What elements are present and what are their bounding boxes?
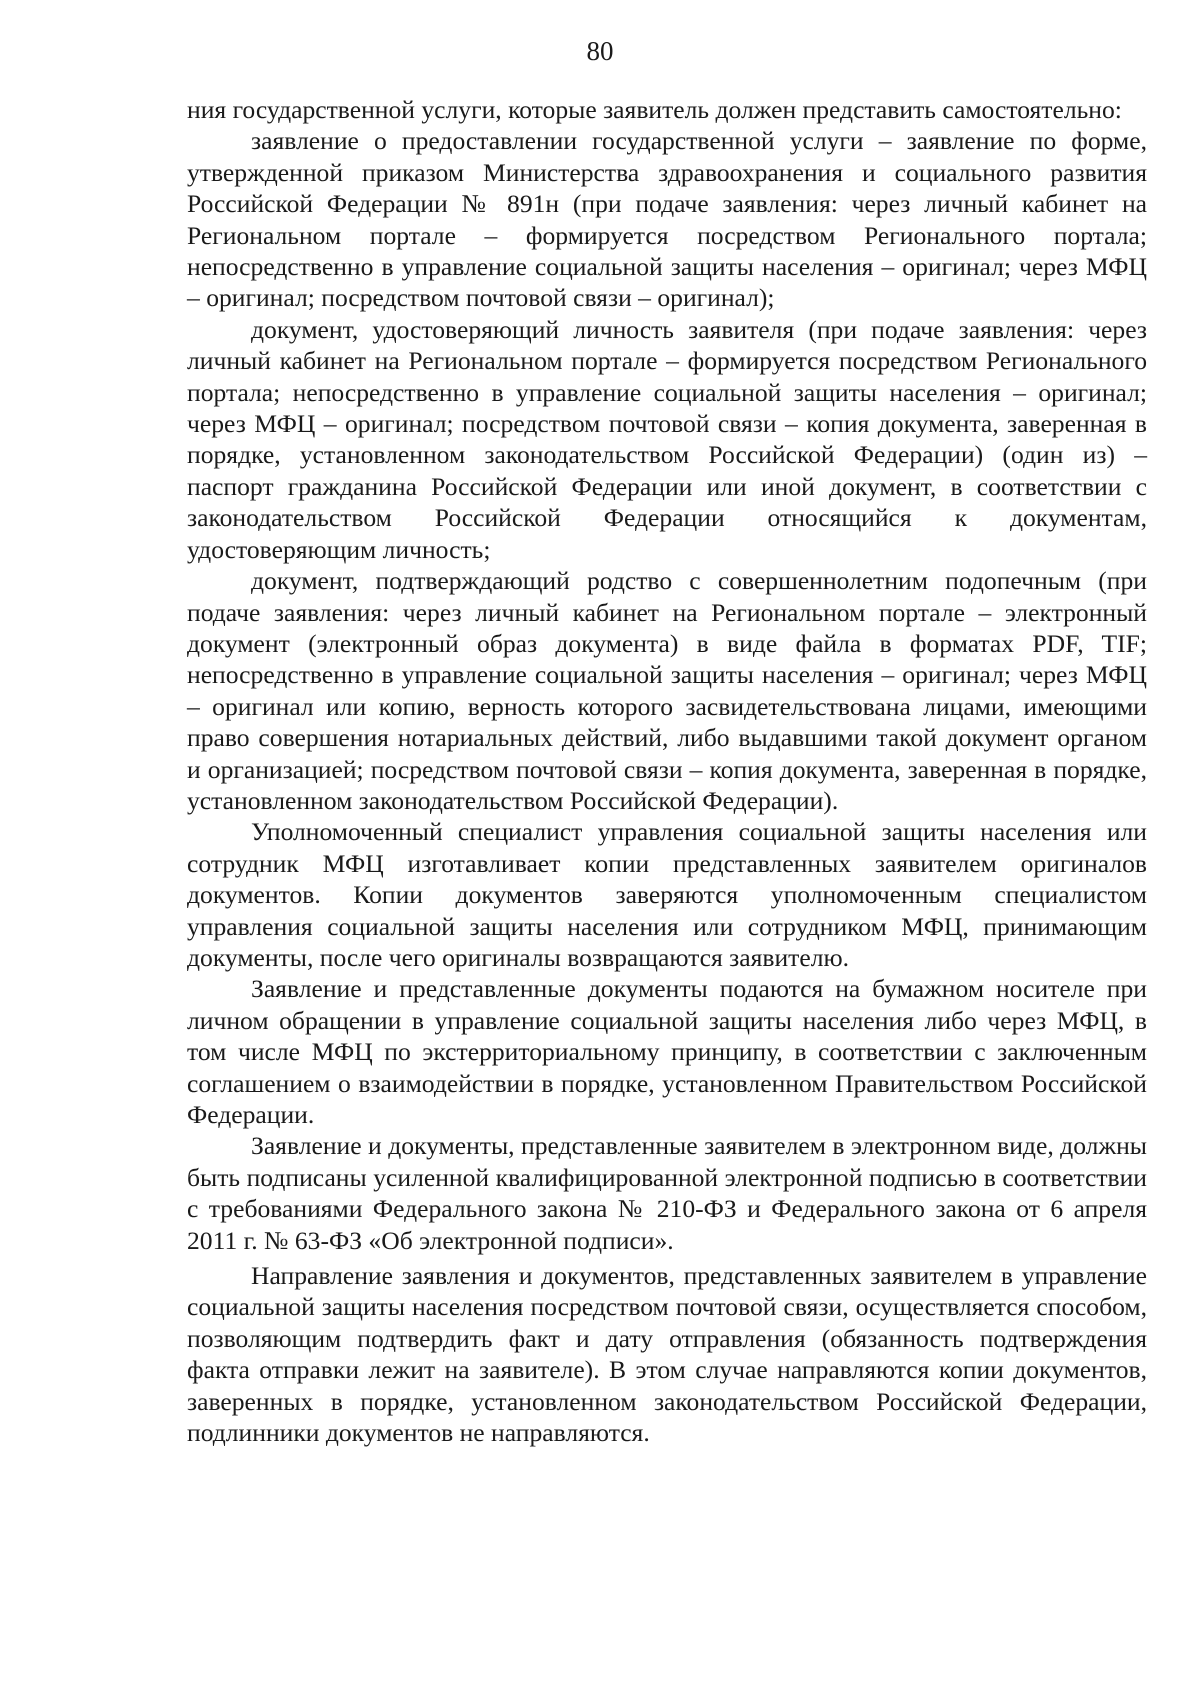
paragraph-identity-document: документ, удостоверяющий личность заявителя (при подаче заявления: через личный кабинет на Региональном портале – формируется посредством Регионального портала; непосредственно в управление социальной защиты населения – оригинал; через МФЦ – оригинал; посредством почтовой связи – копия документа, заверенная в порядке, установленном законодательством Российской Федерации) (один из) – паспорт гражданина Российской Федерации или иной документ, в соответствии с законодательством Российской Федерации относящийся к документам, удостоверяющим личность; xyxy=(187,314,1147,564)
paragraph-copies-certification: Уполномоченный специалист управления социальной защиты населения или сотрудник МФЦ изготавливает копии представленных заявителем оригиналов документов. Копии документов заверяются уполномоченным специалистом управления социальной защиты населения или сотрудником МФЦ, принимающим документы, после чего оригиналы возвращаются заявителю. xyxy=(187,817,1147,972)
paragraph-paper-submission: Заявление и представленные документы подаются на бумажном носителе при личном обращении в управление социальной защиты населения либо через МФЦ, в том числе МФЦ по экстерриториальному принципу, в соответствии с заключенным соглашением о взаимодействии в порядке, установленном Правительством Российской Федерации. xyxy=(187,974,1147,1129)
paragraph-postal-submission: Направление заявления и документов, представленных заявителем в управление социальной защиты населения посредством почтовой связи, осуществляется способом, позволяющим подтвердить факт и дату отправления (обязанность подтверждения факта отправки лежит на заявителе). В этом случае направляются копии документов, заверенных в порядке, установленном законодательством Российской Федерации, подлинники документов не направляются. xyxy=(187,1261,1147,1448)
page-number: 80 xyxy=(586,36,614,66)
paragraph-electronic-signature: Заявление и документы, представленные заявителем в электронном виде, должны быть подписаны усиленной квалифицированной электронной подписью в соответствии с требованиями Федерального закона № 210-ФЗ и Федерального закона от 6 апреля 2011 г. № 63-ФЗ «Об электронной подписи». xyxy=(187,1131,1147,1255)
paragraph-kinship-document: документ, подтверждающий родство с совершеннолетним подопечным (при подаче заявления: через личный кабинет на Региональном портале – электронный документ (электронный образ документа) в виде файла в форматах PDF, TIF; непосредственно в управление социальной защиты населения – оригинал; через МФЦ – оригинал или копию, верность которого засвидетельствована лицами, имеющими право совершения нотариальных действий, либо выдавшими такой документ органом и организацией; посредством почтовой связи – копия документа, заверенная в порядке, установленном законодательством Российской Федерации). xyxy=(187,566,1147,815)
document-body xyxy=(187,94,1147,1448)
paragraph-application-form: заявление о предоставлении государственной услуги – заявление по форме, утвержденной приказом Министерства здравоохранения и социального развития Российской Федерации № 891н (при подаче заявления: через личный кабинет на Региональном портале – формируется посредством Регионального портала; непосредственно в управление социальной защиты населения – оригинал; через МФЦ – оригинал; посредством почтовой связи – оригинал); xyxy=(187,126,1147,313)
paragraph-continuation: ния государственной услуги, которые заявитель должен представить самостоятельно: xyxy=(187,95,1122,124)
